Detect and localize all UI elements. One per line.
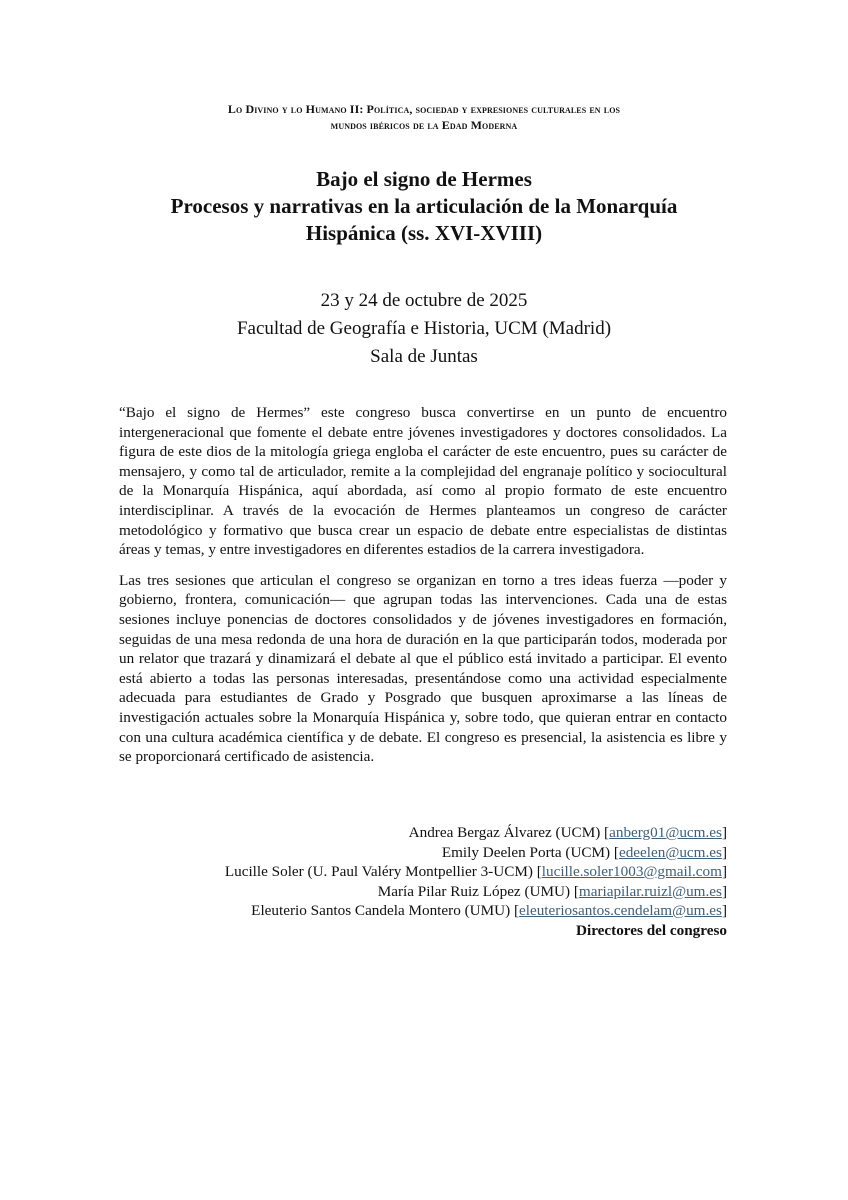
event-venue: Facultad de Geografía e Historia, UCM (Madrid) <box>236 318 612 339</box>
series-heading <box>140 101 708 133</box>
director-name: Andrea Bergaz Álvarez (UCM) <box>408 824 601 841</box>
director-name: María Pilar Ruiz López (UMU) <box>377 882 571 900</box>
directors-label: Directores del congreso <box>576 921 727 939</box>
director-email-link[interactable]: mariapilar.ruizl@um.es <box>578 882 722 900</box>
paragraph-1: “Bajo el signo de Hermes” este congreso busca convertirse en un punto de encuentro intergeneracional que fomente el debate entre jóvenes investigadores y doctores consolidados. La figura de este dios de la mitología griega engloba el carácter de este encuentro, pues su carácter de mensajero, y como tal de articulador, remite a la complejidad del engranaje político y sociocultural de la Monarquía Hispánica, aquí abordada, así como al propio formato de este encuentro interdisciplinar. A través de la evocación de Hermes planteamos un congreso de carácter metodológico y formativo que busca crear un espacio de debate entre especialistas de distintas áreas y temas, y entre investigadores en diferentes estadios de la carrera investigadora. <box>119 404 727 559</box>
event-dates: 23 y 24 de octubre de 2025 <box>320 290 528 311</box>
directors-list <box>119 823 727 940</box>
director-email-link[interactable]: eleuteriosantos.cendelam@um.es <box>519 902 722 919</box>
director-entry: Emily Deelen Porta (UCM) [edeelen@ucm.es] <box>441 843 727 861</box>
paragraph-2: Las tres sesiones que articulan el congreso se organizan en torno a tres ideas fuerza —poder y gobierno, frontera, comunicación— que agrupan todas las intervenciones. Cada una de estas sesiones incluye ponencias de doctores consolidados y de jóvenes investigadores en formación, seguidas de una mesa redonda de una hora de duración en la que participarán todos, moderada por un relator que trazará y dinamizará el debate al que el público está invitado a participar. El evento está abierto a todas las personas interesadas, presentándose como una actividad especialmente adecuada para estudiantes de Grado y Posgrado que busquen aproximarse a las líneas de investigación actuales sobre la Monarquía Hispánica y, sobre todo, que quieran entrar en contacto con una cultura académica científica y de debate. El congreso es presencial, la asistencia es libre y se proporcionará certificado de asistencia. <box>119 571 727 766</box>
director-email-link[interactable]: edeelen@ucm.es <box>618 843 722 861</box>
series-line-2: mundos ibéricos de la Edad Moderna <box>330 118 518 132</box>
director-name: Emily Deelen Porta (UCM) <box>441 843 611 861</box>
director-email-link[interactable]: anberg01@ucm.es <box>609 824 722 841</box>
body-text <box>119 403 727 778</box>
director-entry: Lucille Soler (U. Paul Valéry Montpellier 3-UCM) [lucille.soler1003@gmail.com] <box>224 863 727 880</box>
subtitle-line-2: Hispánica (ss. XVI-XVIII) <box>305 221 543 245</box>
director-email-link[interactable]: lucille.soler1003@gmail.com <box>541 863 722 880</box>
main-title: Bajo el signo de Hermes <box>316 167 532 191</box>
director-name: Lucille Soler (U. Paul Valéry Montpellier 3-UCM) <box>224 863 533 880</box>
subtitle-line-1: Procesos y narrativas en la articulación de la Monarquía <box>170 194 678 218</box>
title-block <box>120 166 728 247</box>
director-entry: María Pilar Ruiz López (UMU) [mariapilar.ruizl@um.es] <box>377 882 727 900</box>
event-info <box>120 287 728 371</box>
director-entry: Eleuterio Santos Candela Montero (UMU) [eleuteriosantos.cendelam@um.es] <box>251 902 727 919</box>
event-room: Sala de Juntas <box>370 346 478 367</box>
series-line-1: Lo Divino y lo Humano II: Política, sociedad y expresiones culturales en los <box>227 102 621 116</box>
director-name: Eleuterio Santos Candela Montero (UMU) <box>251 902 511 919</box>
director-entry: Andrea Bergaz Álvarez (UCM) [anberg01@ucm.es] <box>408 824 727 841</box>
